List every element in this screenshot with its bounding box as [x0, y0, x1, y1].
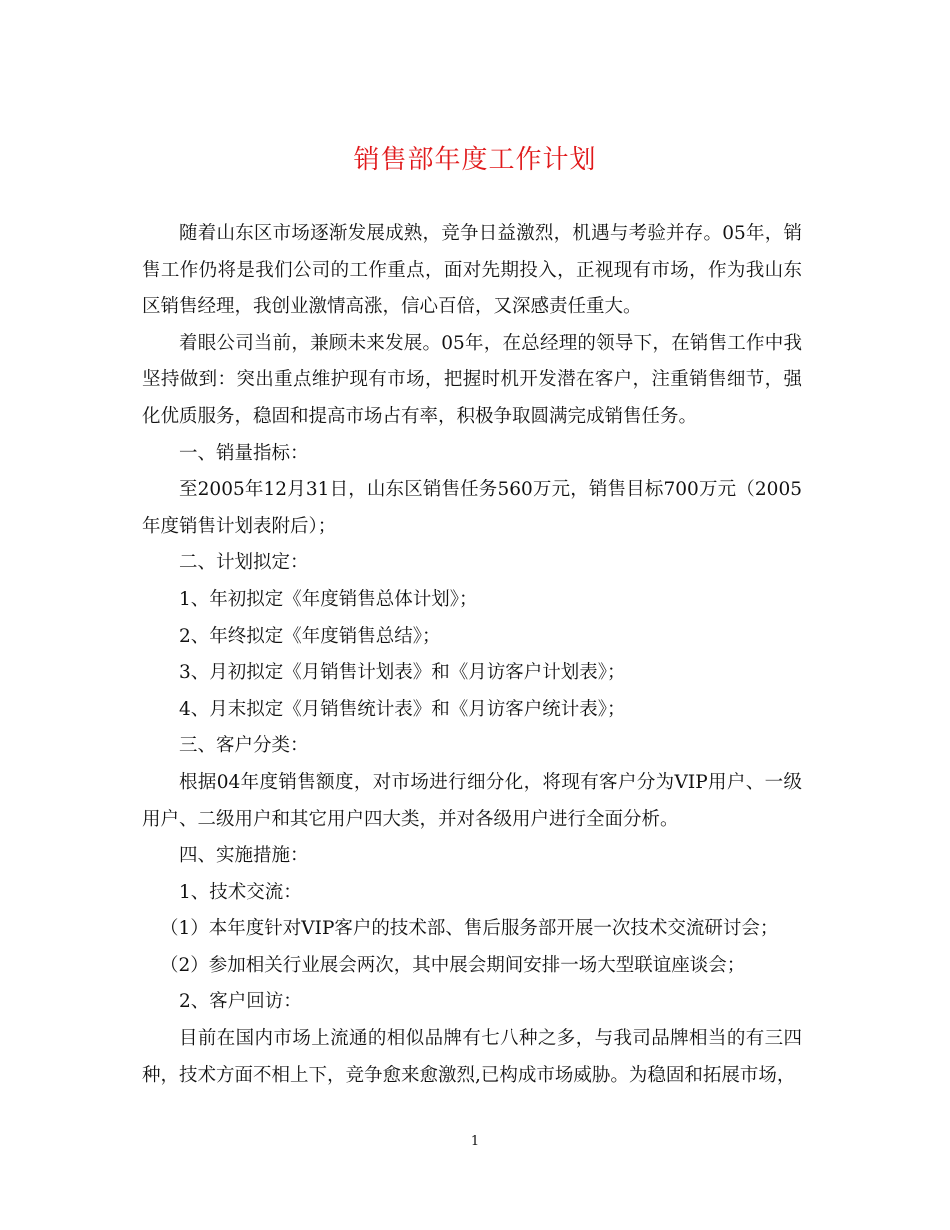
paragraph-intro: 随着山东区市场逐渐发展成熟，竞争日益激烈，机遇与考验并存。05年，销售工作仍将是我们公司的工作重点，面对先期投入，正视现有市场，作为我山东区销售经理，我创业激情高涨，信心百倍，又深感责任重大。	[142, 223, 802, 318]
document-body	[142, 216, 802, 1094]
section-heading-sales-target: 一、销量指标：	[179, 442, 309, 464]
list-item-tech-exchange-1: （1）本年度针对VIP客户的技术部、售后服务部开展一次技术交流研讨会；	[160, 918, 779, 940]
subheading-customer-visit: 2、客户回访：	[179, 991, 302, 1013]
list-item-plan-2: 2、年终拟定《年度销售总结》；	[179, 625, 441, 647]
list-item-plan-4: 4、月末拟定《月销售统计表》和《月访客户统计表》；	[179, 698, 626, 720]
subheading-tech-exchange: 1、技术交流：	[179, 881, 302, 903]
page-number: 1	[470, 1134, 480, 1149]
section-heading-measures: 四、实施措施：	[179, 845, 309, 867]
list-item-plan-1: 1、年初拟定《年度销售总体计划》；	[179, 588, 478, 610]
list-item-plan-3: 3、月初拟定《月销售计划表》和《月访客户计划表》；	[179, 662, 626, 684]
section-heading-customer-classification: 三、客户分类：	[179, 735, 309, 757]
paragraph-customer-visit: 目前在国内市场上流通的相似品牌有七八种之多，与我司品牌相当的有三四种，技术方面不相上下，竞争愈来愈激烈,已构成市场威胁。为稳固和拓展市场，	[142, 1028, 802, 1086]
list-item-tech-exchange-2: （2）参加相关行业展会两次，其中展会期间安排一场大型联谊座谈会；	[160, 954, 746, 976]
paragraph-strategy: 着眼公司当前，兼顾未来发展。05年，在总经理的领导下，在销售工作中我坚持做到：突出重点维护现有市场，把握时机开发潜在客户，注重销售细节，强化优质服务，稳固和提高市场占有率，积极争取圆满完成销售任务。	[142, 332, 802, 427]
document-title: 销售部年度工作计划	[353, 145, 597, 175]
paragraph-customer-classification: 根据04年度销售额度，对市场进行细分化，将现有客户分为VIP用户、一级用户、二级用户和其它用户四大类，并对各级用户进行全面分析。	[142, 771, 802, 830]
section-heading-planning: 二、计划拟定：	[179, 552, 309, 574]
paragraph-sales-target: 至2005年12月31日，山东区销售任务560万元，销售目标700万元（2005年度销售计划表附后）；	[142, 479, 802, 537]
